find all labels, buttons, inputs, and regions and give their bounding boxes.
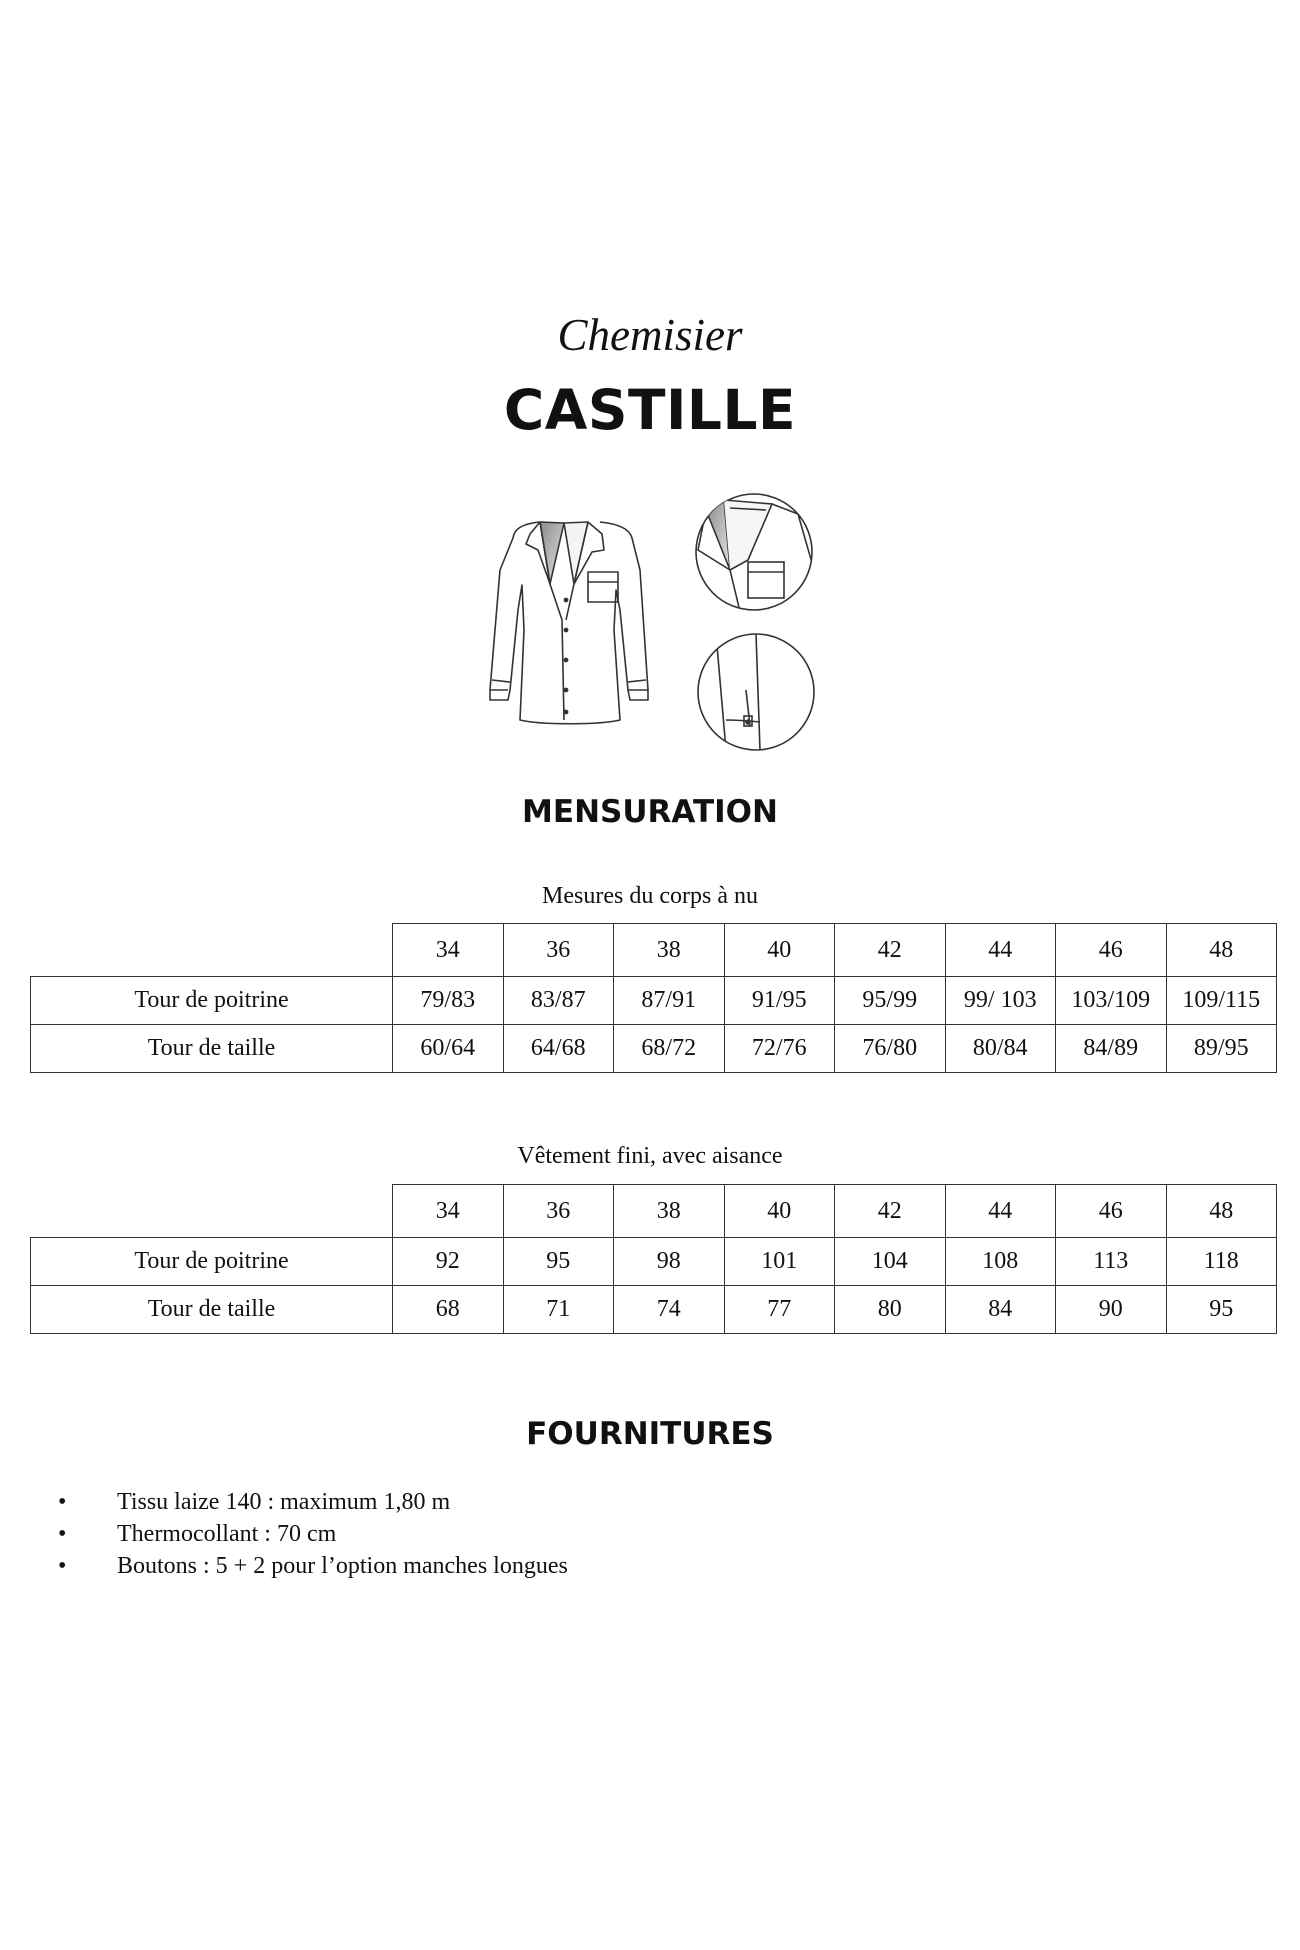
- bullet-icon: •: [58, 1521, 67, 1547]
- size-header-cell: 46: [1056, 1185, 1167, 1238]
- empty-corner-cell: [31, 924, 393, 977]
- table-cell: 91/95: [724, 977, 835, 1025]
- size-header-cell: 36: [503, 1185, 614, 1238]
- row-label: Tour de taille: [31, 1286, 393, 1334]
- size-header-cell: 42: [835, 924, 946, 977]
- size-header-cell: 40: [724, 1185, 835, 1238]
- table-cell: 92: [393, 1238, 504, 1286]
- table-row-chest: [31, 1238, 1277, 1286]
- size-header-cell: 36: [503, 924, 614, 977]
- finished-garment-caption: Vêtement fini, avec aisance: [517, 1143, 783, 1169]
- size-header-cell: 34: [393, 1185, 504, 1238]
- size-header-row: [31, 924, 1277, 977]
- table-cell: 68/72: [614, 1025, 725, 1073]
- table-cell: 95: [1166, 1286, 1277, 1334]
- table-cell: 104: [835, 1238, 946, 1286]
- table-row-waist: [31, 1025, 1277, 1073]
- shirt-front-icon: [490, 522, 648, 724]
- table-cell: 84/89: [1056, 1025, 1167, 1073]
- table-cell: 60/64: [393, 1025, 504, 1073]
- table-cell: 76/80: [835, 1025, 946, 1073]
- table-cell: 108: [945, 1238, 1056, 1286]
- size-header-row: [31, 1185, 1277, 1238]
- table-cell: 71: [503, 1286, 614, 1334]
- fournitures-heading: FOURNITURES: [526, 1416, 774, 1452]
- pattern-title: CASTILLE: [503, 378, 797, 442]
- table-cell: 83/87: [503, 977, 614, 1025]
- size-header-cell: 48: [1166, 1185, 1277, 1238]
- table-cell: 77: [724, 1286, 835, 1334]
- table-cell: 118: [1166, 1238, 1277, 1286]
- supply-text: Boutons : 5 + 2 pour l’option manches longues: [117, 1553, 568, 1579]
- table-cell: 74: [614, 1286, 725, 1334]
- table-cell: 72/76: [724, 1025, 835, 1073]
- row-label: Tour de poitrine: [31, 1238, 393, 1286]
- size-header-cell: 34: [393, 924, 504, 977]
- empty-corner-cell: [31, 1185, 393, 1238]
- table-cell: 90: [1056, 1286, 1167, 1334]
- table-cell: 103/109: [1056, 977, 1167, 1025]
- size-header-cell: 40: [724, 924, 835, 977]
- table-cell: 80/84: [945, 1025, 1056, 1073]
- table-cell: 95/99: [835, 977, 946, 1025]
- table-cell: 79/83: [393, 977, 504, 1025]
- collar-detail-icon: [696, 494, 814, 620]
- bullet-icon: •: [58, 1553, 67, 1579]
- table-cell: 113: [1056, 1238, 1167, 1286]
- list-item: [58, 1550, 568, 1582]
- supplies-list: [58, 1486, 568, 1582]
- table-cell: 98: [614, 1238, 725, 1286]
- row-label: Tour de taille: [31, 1025, 393, 1073]
- size-header-cell: 44: [945, 1185, 1056, 1238]
- table-cell: 95: [503, 1238, 614, 1286]
- shirt-illustration: [480, 490, 820, 755]
- supply-text: Thermocollant : 70 cm: [117, 1521, 337, 1547]
- supply-text: Tissu laize 140 : maximum 1,80 m: [117, 1489, 451, 1515]
- size-header-cell: 42: [835, 1185, 946, 1238]
- table-cell: 68: [393, 1286, 504, 1334]
- body-measurements-caption: Mesures du corps à nu: [542, 883, 758, 909]
- size-header-cell: 48: [1166, 924, 1277, 977]
- row-label: Tour de poitrine: [31, 977, 393, 1025]
- table-cell: 87/91: [614, 977, 725, 1025]
- bullet-icon: •: [58, 1489, 67, 1515]
- finished-garment-table: [30, 1184, 1277, 1334]
- table-row-chest: [31, 977, 1277, 1025]
- list-item: [58, 1486, 568, 1518]
- table-row-waist: [31, 1286, 1277, 1334]
- size-header-cell: 46: [1056, 924, 1167, 977]
- cuff-detail-icon: [698, 634, 814, 750]
- body-measurements-table: [30, 923, 1277, 1073]
- table-cell: 109/115: [1166, 977, 1277, 1025]
- size-header-cell: 38: [614, 924, 725, 977]
- table-cell: 80: [835, 1286, 946, 1334]
- list-item: [58, 1518, 568, 1550]
- size-header-cell: 38: [614, 1185, 725, 1238]
- table-cell: 64/68: [503, 1025, 614, 1073]
- size-header-cell: 44: [945, 924, 1056, 977]
- table-cell: 89/95: [1166, 1025, 1277, 1073]
- table-cell: 101: [724, 1238, 835, 1286]
- pattern-subtitle: Chemisier: [557, 310, 743, 360]
- mensuration-heading: MENSURATION: [522, 794, 778, 830]
- table-cell: 84: [945, 1286, 1056, 1334]
- table-cell: 99/ 103: [945, 977, 1056, 1025]
